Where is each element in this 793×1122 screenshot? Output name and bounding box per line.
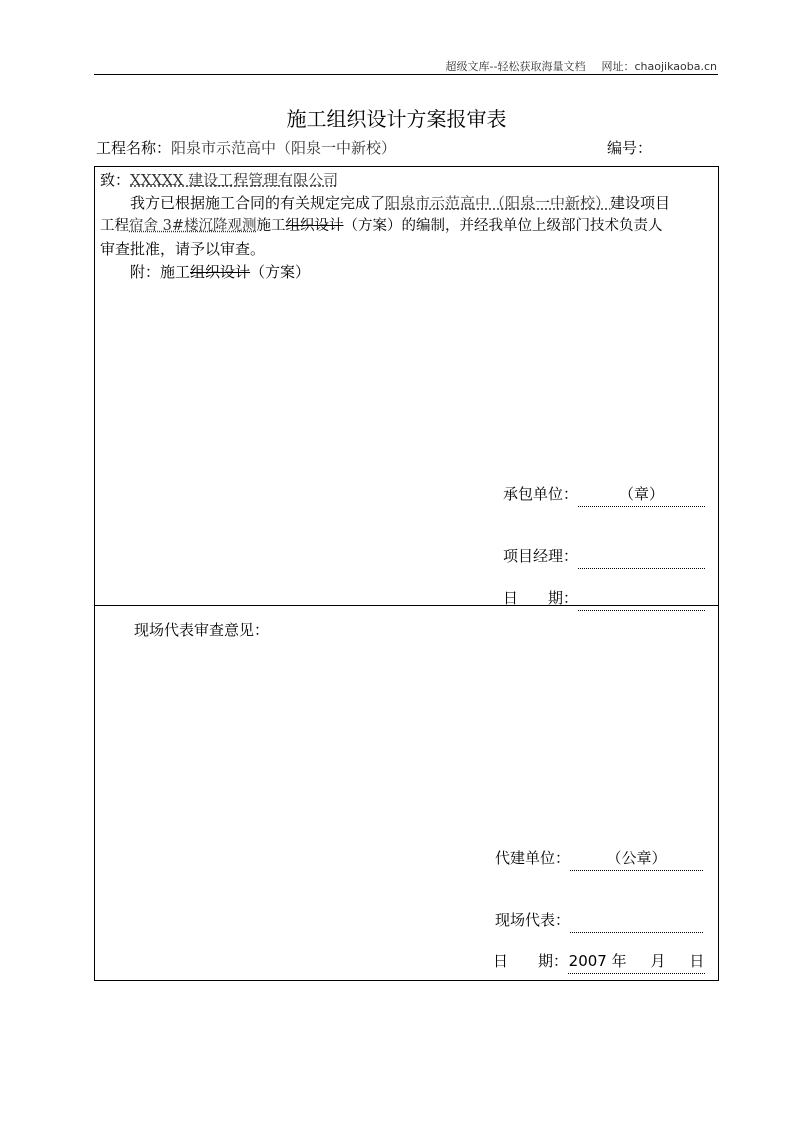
att-c: （方案） [250,263,311,281]
p2b: 宿舍 3#楼沉降观测 [129,218,257,234]
date-year: 2007 年 [568,952,627,970]
manager-label: 项目经理： [503,547,579,565]
date-field-1 [503,587,705,611]
para-line3: 审查批准，请予以审查。 [100,240,266,258]
agent-field [495,847,703,871]
date-month: 月 [650,952,666,970]
date-field-2 [493,950,705,974]
header-url: 网址：chaojikaoba.cn [601,60,717,73]
attachment [130,261,310,284]
para-line1 [130,192,670,215]
p2a: 工程 [100,218,129,234]
opinion-label: 现场代表审查意见： [134,621,270,639]
agent-seal[interactable]: （公章） [570,847,703,871]
page-title: 施工组织设计方案报审表 [286,107,507,131]
att-b: 组织设计 [190,263,251,281]
p1a: 我方已根据施工合同的有关规定完成了 [130,194,386,212]
agent-label: 代建单位： [495,849,571,867]
att-a: 附：施工 [130,263,191,281]
project-label: 工程名称： [96,139,172,157]
rep-field [495,909,703,933]
p2d: 组织设计 [285,218,344,234]
project-value: 阳泉市示范高中（阳泉一中新校） [171,139,397,157]
date-label-1: 日 期： [503,589,579,607]
contractor-seal[interactable]: （章） [578,483,705,507]
p1b: 阳泉市示范高中（阳泉一中新校） [385,194,611,212]
p2c: 施工 [256,218,286,234]
p2e: （方案）的编制，并经我单位上级部门技术负责人 [343,218,663,234]
contractor-field [503,483,705,507]
page-header [430,58,717,74]
header-rule [94,74,718,75]
project-name [96,137,396,158]
date-label-2: 日 期： [493,952,569,970]
para-line2 [100,215,662,238]
to-label: 致： [100,171,131,189]
date-day: 日 [689,952,705,970]
p1c: 建设项目 [610,194,671,212]
number-label: 编号： [607,139,653,157]
to-value: XXXXX 建设工程管理有限公司 [130,171,339,189]
rep-label: 现场代表： [495,911,571,929]
contractor-label: 承包单位： [503,485,579,503]
manager-field [503,545,705,569]
header-site: 超级文库--轻松获取海量文档 [445,60,586,73]
addressee [100,169,338,192]
